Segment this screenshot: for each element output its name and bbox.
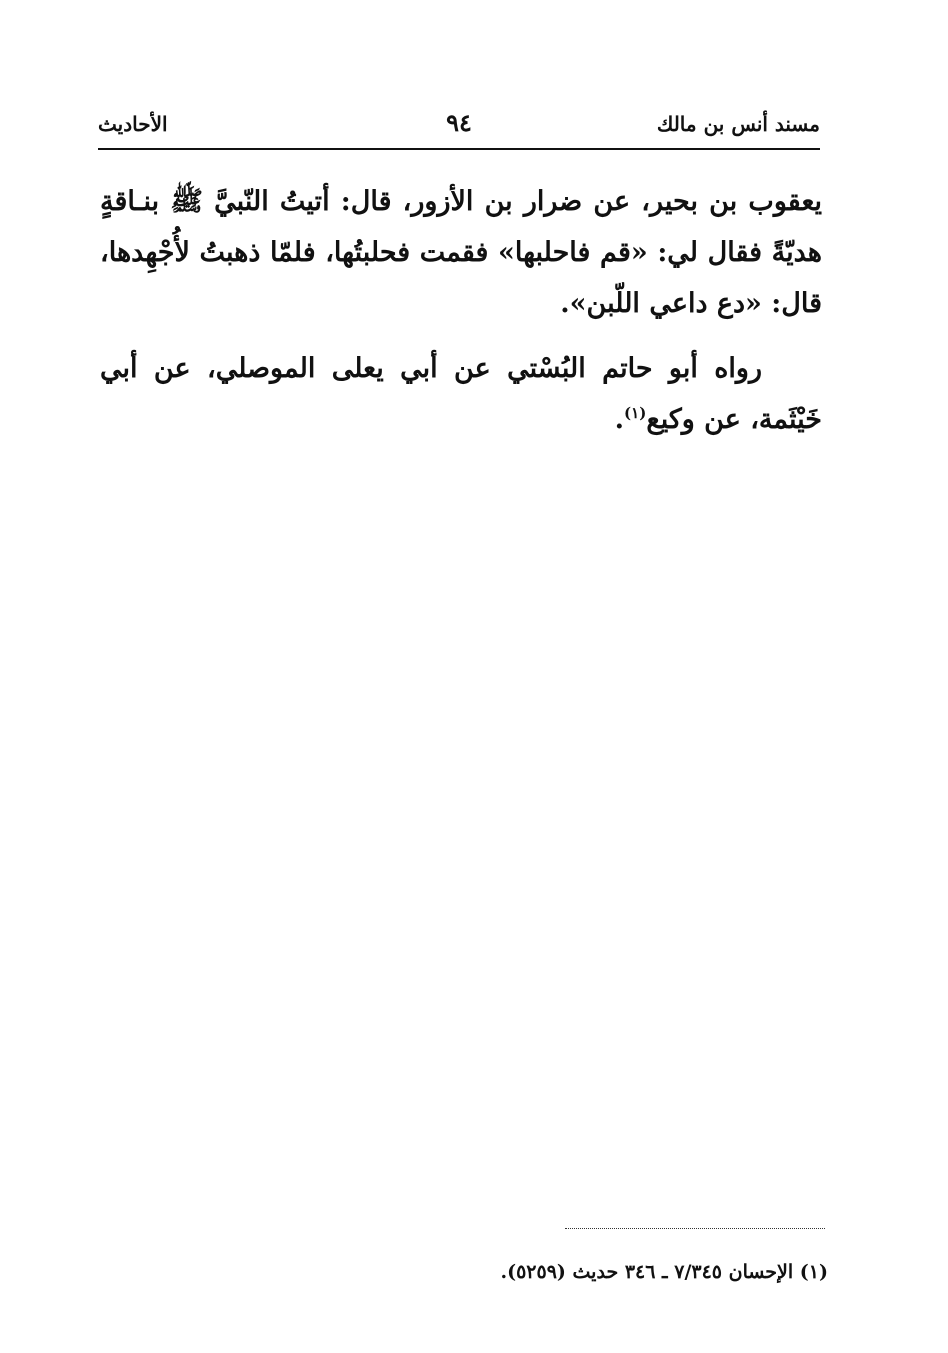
narration-paragraph [100, 343, 822, 445]
page-number: ٩٤ [446, 108, 472, 137]
header-divider [98, 148, 820, 150]
hadith-paragraph: يعقوب بن بحير، عن ضرار بن الأزور، قال: أتيتُ النّبيَّ ﷺ بنـاقةٍ هديّةً فقال لي: «قم فاحلبها» فقمت فحلبتُها، فلمّا ذهبتُ لأُجْهِدها، قال: «دع داعي اللّبن». [100, 186, 822, 319]
narration-end: . [614, 404, 625, 435]
book-title: مسند أنس بن مالك [656, 112, 820, 136]
main-text [100, 176, 822, 445]
narration-text: رواه أبو حاتم البُسْتي عن أبي يعلى الموصلي، عن أبي خَيْثَمة، عن وكيع [100, 353, 822, 435]
footnote-divider [565, 1228, 825, 1229]
footnote-marker[interactable]: (١) [624, 404, 647, 422]
section-title: الأحاديث [98, 112, 168, 136]
footnote: (١) الإحسان ٧/٣٤٥ ـ ٣٤٦ حديث (٥٢٥٩). [500, 1261, 828, 1283]
running-header [98, 108, 820, 148]
